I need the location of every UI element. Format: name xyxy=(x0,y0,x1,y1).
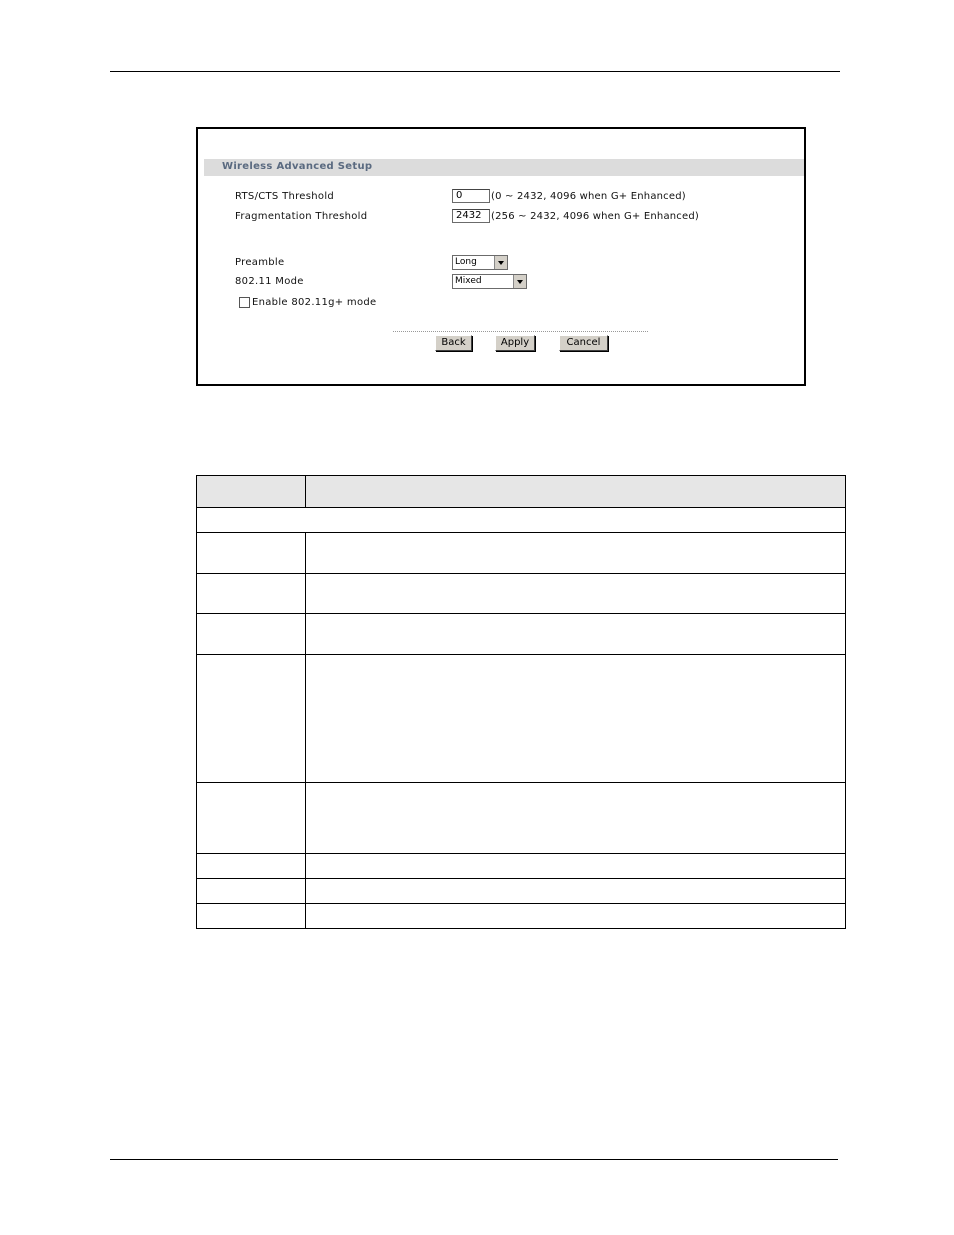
802-11-mode-label: 802.11 Mode xyxy=(235,276,304,287)
preamble-selected-value: Long xyxy=(455,257,477,267)
header-rule xyxy=(110,71,840,72)
field-description-table xyxy=(196,475,846,929)
table-row xyxy=(197,614,845,655)
table-section-row xyxy=(197,508,845,533)
table-row xyxy=(197,533,845,574)
fragmentation-threshold-input[interactable]: 2432 xyxy=(452,209,490,223)
enable-80211g-plus-checkbox[interactable] xyxy=(239,297,250,308)
section-header xyxy=(204,159,804,176)
table-row xyxy=(197,879,845,904)
table-row xyxy=(197,904,845,929)
section-title: Wireless Advanced Setup xyxy=(222,161,373,172)
fragmentation-threshold-hint: (256 ~ 2432, 4096 when G+ Enhanced) xyxy=(491,211,700,222)
table-header-row xyxy=(197,476,845,508)
cancel-button[interactable]: Cancel xyxy=(559,335,608,351)
fragmentation-threshold-label: Fragmentation Threshold xyxy=(235,211,368,222)
chevron-down-icon[interactable] xyxy=(513,275,526,288)
table-row xyxy=(197,574,845,614)
table-row xyxy=(197,783,845,854)
table-row xyxy=(197,854,845,879)
button-divider xyxy=(393,331,648,332)
802-11-mode-select[interactable] xyxy=(452,274,527,289)
chevron-down-icon[interactable] xyxy=(494,256,507,269)
footer-rule xyxy=(110,1159,838,1160)
preamble-select[interactable] xyxy=(452,255,508,270)
table-row xyxy=(197,655,845,783)
rts-cts-threshold-label: RTS/CTS Threshold xyxy=(235,191,335,202)
802-11-mode-selected-value: Mixed xyxy=(455,276,482,286)
preamble-label: Preamble xyxy=(235,257,285,268)
rts-cts-threshold-input[interactable]: 0 xyxy=(452,189,490,203)
rts-cts-threshold-hint: (0 ~ 2432, 4096 when G+ Enhanced) xyxy=(491,191,686,202)
enable-80211g-plus-label: Enable 802.11g+ mode xyxy=(252,297,377,308)
apply-button[interactable]: Apply xyxy=(495,335,535,351)
wireless-advanced-setup-screenshot xyxy=(196,127,806,386)
back-button[interactable]: Back xyxy=(435,335,472,351)
